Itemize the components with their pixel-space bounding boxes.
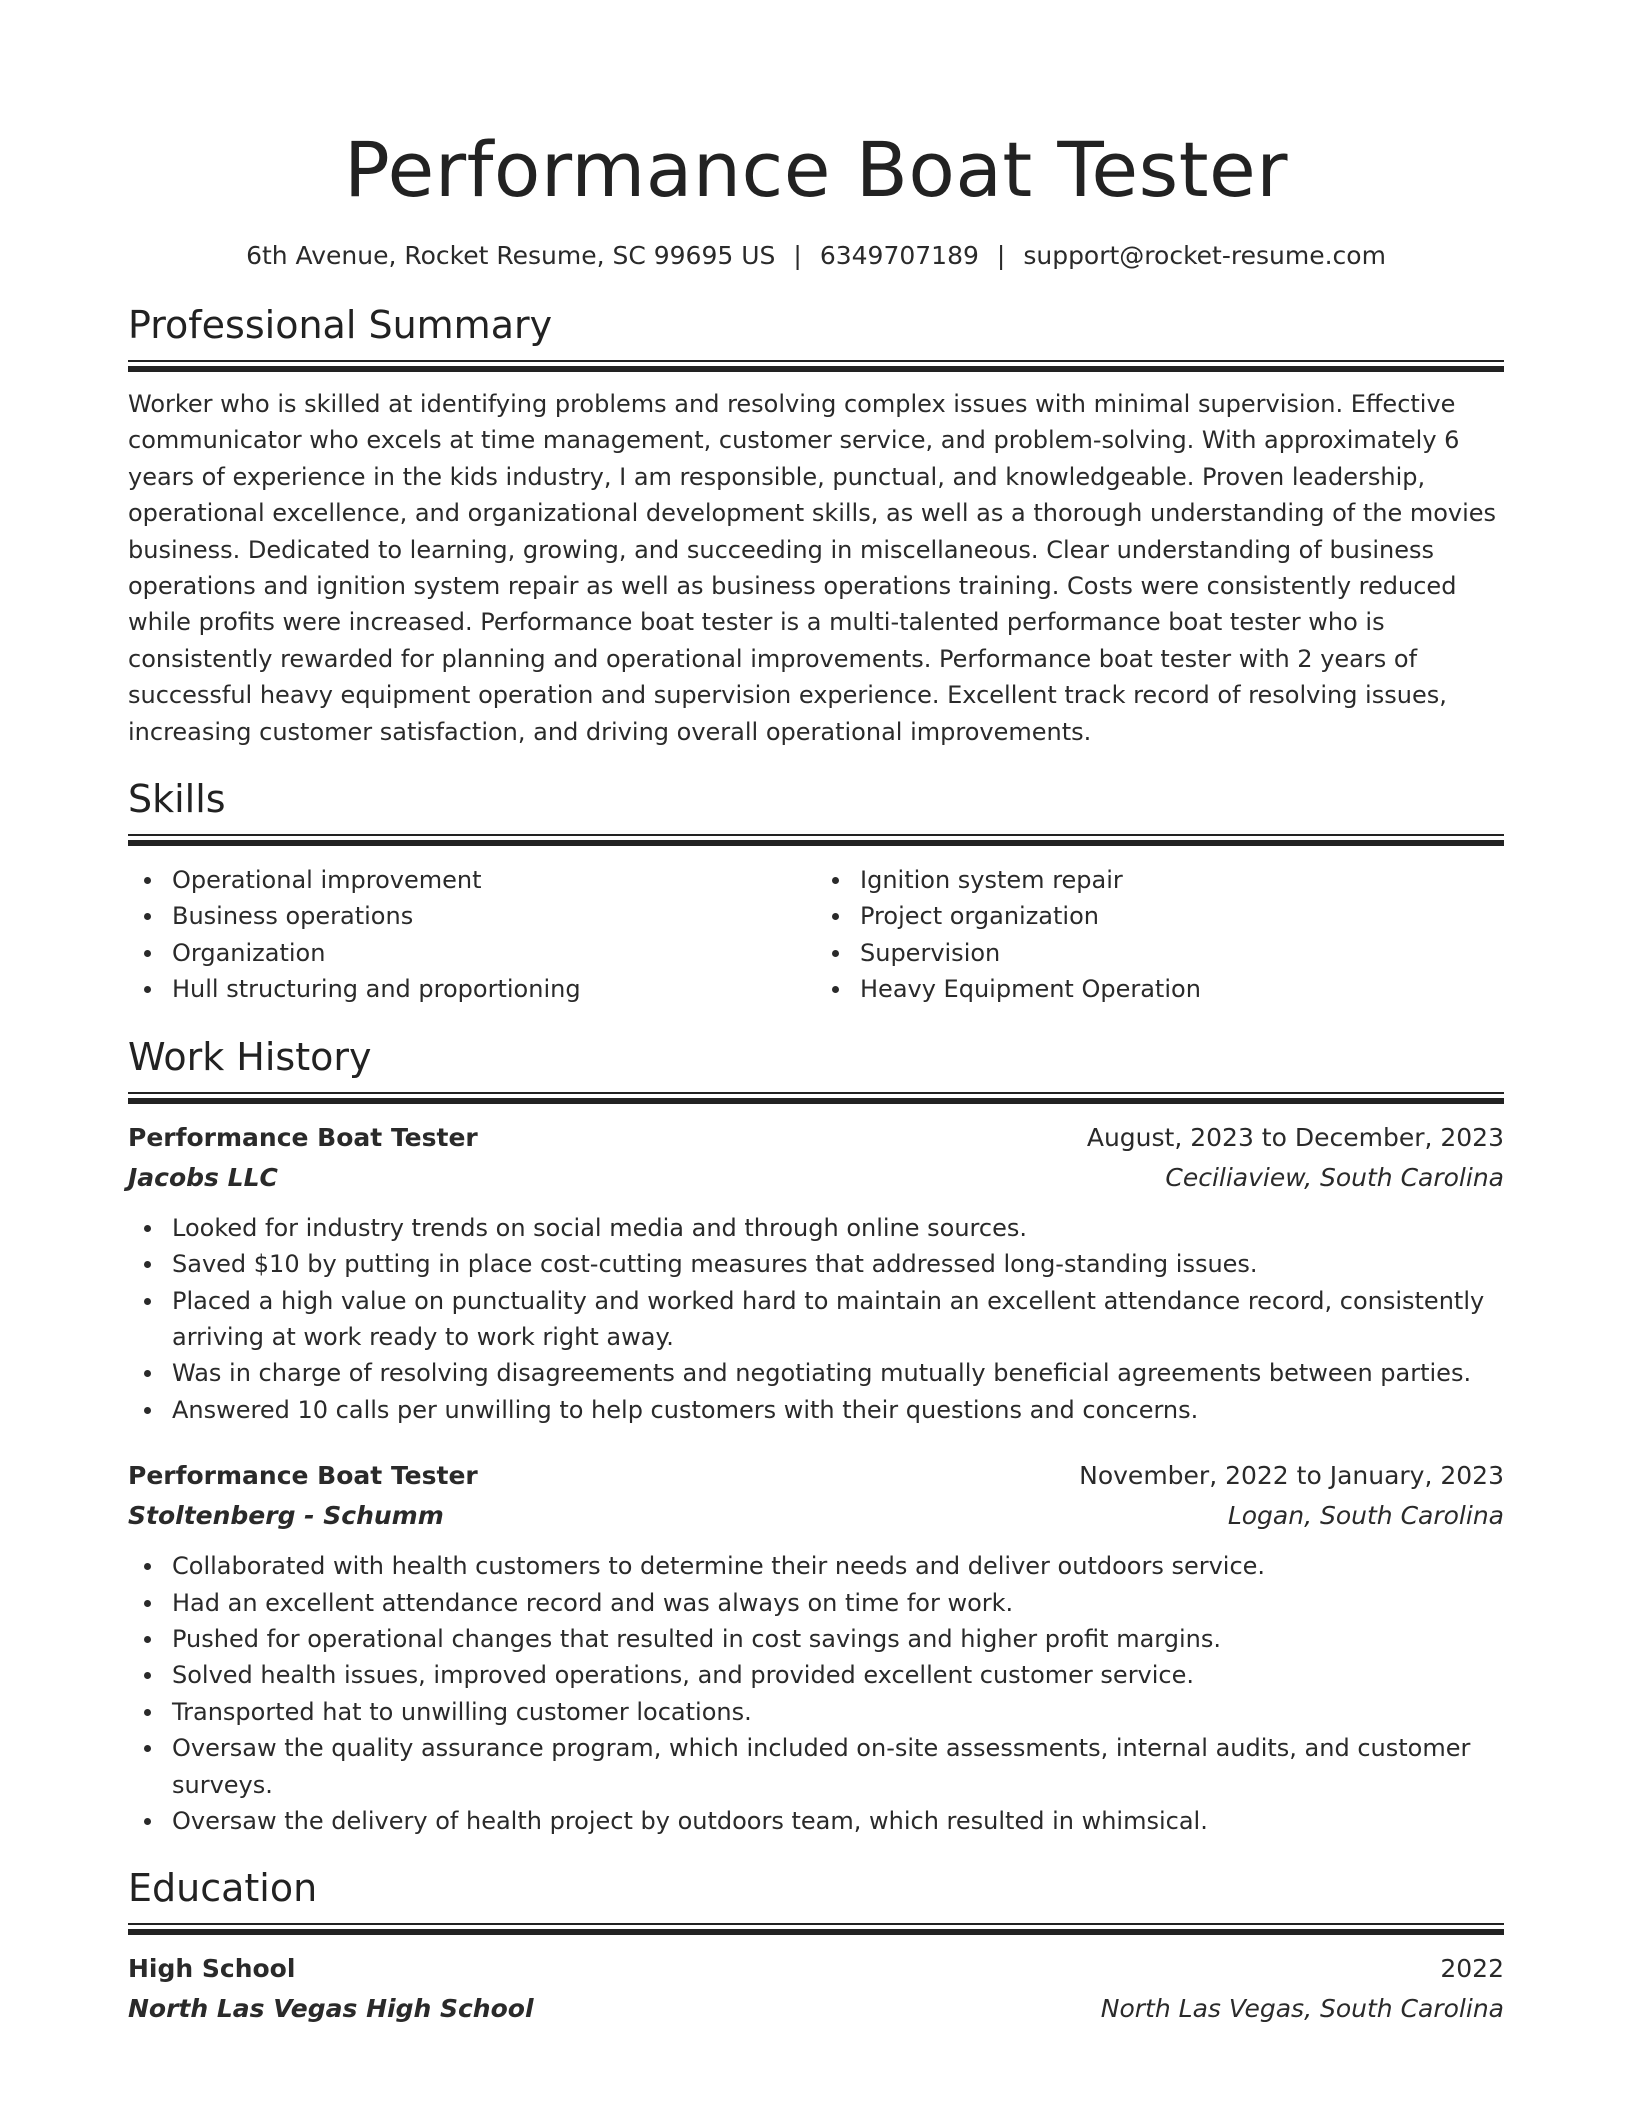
summary-text: Worker who is skilled at identifying problems and resolving complex issues with minimal supervision. Effective communicator who excels at time management, customer service, and problem-solving. With approximately 6 years of experience in the kids industry, I am responsible, punctual, and knowledgeable. Proven leadership, operational excellence, and organizational development skills, as well as a thorough understanding of the movies business. Dedicated to learning, growing, and succeeding in miscellaneous. Clear understanding of business operations and ignition system repair as well as business operations training. Costs were consistently reduced while profits were increased. Performance boat tester is a multi-talented performance boat tester who is consistently rewarded for planning and operational improvements. Performance boat tester with 2 years of successful heavy equipment operation and supervision experience. Excellent track record of resolving issues, increasing customer satisfaction, and driving overall operational improvements.: [128, 390, 1497, 746]
skill-item: Business operations: [128, 898, 816, 934]
job-company: Stoltenberg - Schumm: [128, 1501, 444, 1531]
skills-left-column: [128, 862, 816, 1008]
job-subheader: [128, 1498, 1504, 1534]
list-item: Placed a high value on punctuality and worked hard to maintain an excellent attendance record, consistently arriving at work ready to work right away.: [128, 1283, 1504, 1356]
list-item: Transported hat to unwilling customer locations.: [128, 1694, 1504, 1730]
job-header: [128, 1458, 1504, 1494]
list-item: Was in charge of resolving disagreements and negotiating mutually beneficial agreements between parties.: [128, 1355, 1504, 1391]
skill-item: Ignition system repair: [816, 862, 1504, 898]
education-section: [128, 1865, 1504, 2027]
skill-item: Organization: [128, 935, 816, 971]
skills-section: [128, 776, 1504, 1008]
skills-columns: [128, 862, 1504, 1008]
list-item: Collaborated with health customers to determine their needs and deliver outdoors service.: [128, 1548, 1504, 1584]
summary-title: Professional Summary: [128, 303, 553, 347]
education-location: North Las Vegas, South Carolina: [1100, 1994, 1504, 2024]
job-entry: [128, 1120, 1504, 1428]
contact-phone: 6349707189: [819, 241, 979, 270]
job-subheader: [128, 1160, 1504, 1196]
education-degree: High School: [128, 1954, 296, 1984]
job-header: [128, 1120, 1504, 1156]
work-section: [128, 1034, 1504, 1840]
education-header: [128, 1951, 1504, 1987]
job-dates: August, 2023 to December, 2023: [1086, 1122, 1504, 1152]
list-item: Had an excellent attendance record and was always on time for work.: [128, 1585, 1504, 1621]
contact-line: [128, 240, 1504, 272]
skill-item: Operational improvement: [128, 862, 816, 898]
list-item: Looked for industry trends on social media and through online sources.: [128, 1210, 1504, 1246]
job-bullets: [128, 1548, 1504, 1839]
list-item: Pushed for operational changes that resulted in cost savings and higher profit margins.: [128, 1621, 1504, 1657]
skills-right-column: [816, 862, 1504, 1008]
list-item: Oversaw the quality assurance program, which included on-site assessments, internal audits, and customer surveys.: [128, 1730, 1504, 1803]
list-item: Answered 10 calls per unwilling to help customers with their questions and concerns.: [128, 1392, 1504, 1428]
work-title: Work History: [128, 1034, 372, 1079]
section-divider: [128, 1923, 1504, 1935]
job-entry: [128, 1458, 1504, 1839]
job-title: Performance Boat Tester: [128, 1461, 478, 1491]
contact-address: 6th Avenue, Rocket Resume, SC 99695 US: [246, 241, 776, 270]
summary-section: [128, 302, 1504, 750]
job-location: Logan, South Carolina: [1227, 1501, 1504, 1531]
skill-item: Supervision: [816, 935, 1504, 971]
contact-separator: |: [996, 241, 1006, 270]
education-title: Education: [128, 1866, 318, 1911]
job-location: Ceciliaview, South Carolina: [1165, 1162, 1504, 1192]
list-item: Oversaw the delivery of health project by outdoors team, which resulted in whimsical.: [128, 1803, 1504, 1839]
skills-title: Skills: [128, 777, 226, 822]
section-divider: [128, 360, 1504, 372]
resume-name: Performance Boat Tester: [343, 125, 1289, 214]
education-year: 2022: [1440, 1954, 1504, 1984]
education-subheader: [128, 1991, 1504, 2027]
contact-separator: |: [793, 241, 802, 270]
job-title: Performance Boat Tester: [128, 1122, 478, 1152]
skill-item: Project organization: [816, 898, 1504, 934]
education-entry: [128, 1951, 1504, 2027]
section-divider: [128, 1092, 1504, 1104]
contact-email: support@rocket-resume.com: [1023, 241, 1386, 270]
job-bullets: [128, 1210, 1504, 1428]
job-company: Jacobs LLC: [128, 1162, 278, 1192]
job-dates: November, 2022 to January, 2023: [1079, 1461, 1504, 1491]
skill-item: Hull structuring and proportioning: [128, 971, 816, 1007]
list-item: Saved $10 by putting in place cost-cutting measures that addressed long-standing issues.: [128, 1246, 1504, 1282]
skill-item: Heavy Equipment Operation: [816, 971, 1504, 1007]
section-divider: [128, 834, 1504, 846]
education-school: North Las Vegas High School: [128, 1994, 534, 2024]
list-item: Solved health issues, improved operations, and provided excellent customer service.: [128, 1657, 1504, 1693]
